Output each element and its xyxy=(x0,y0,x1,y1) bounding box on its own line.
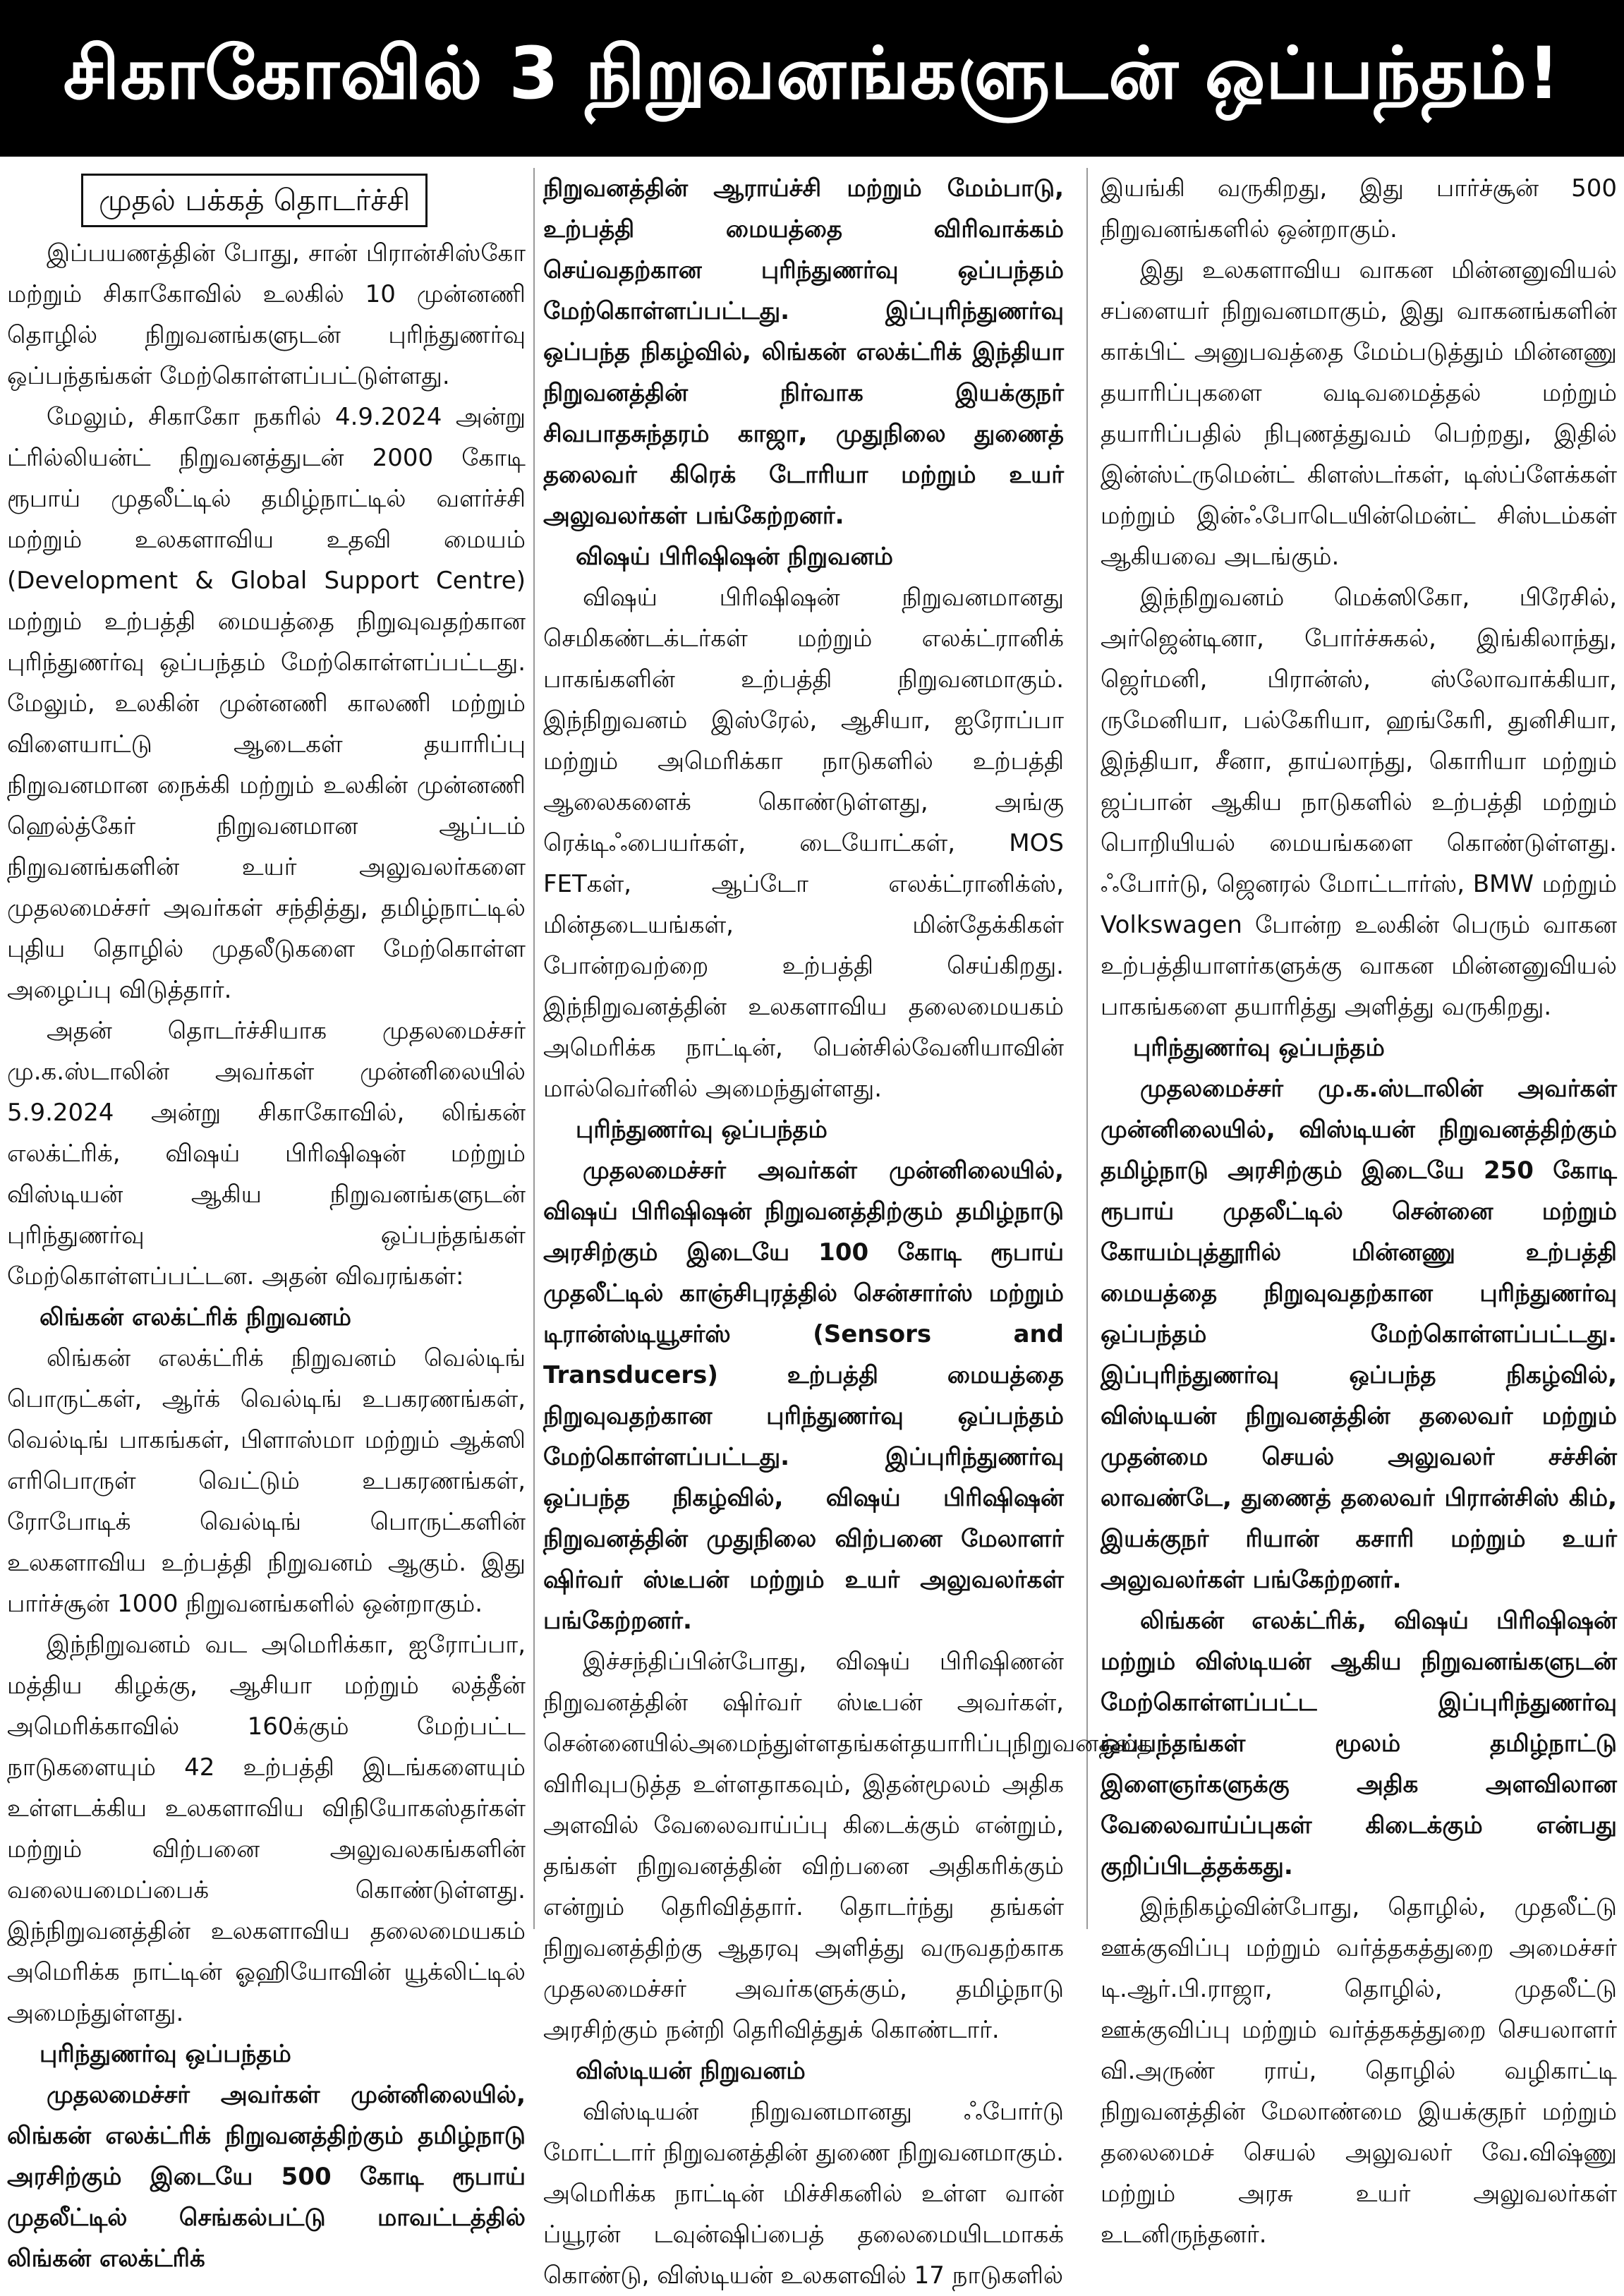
subheading: புரிந்துணர்வு ஒப்பந்தம் xyxy=(576,1116,828,1144)
paragraph: இது உலகளாவிய வாகன மின்னனுவியல் சப்ளையர் நிறுவனமாகும், இது வாகனங்களின் காக்பிட் அனுபவத்தை மேம்படுத்தும் மின்னணு தயாரிப்புகளை வடிவமைத்தல் மற்றும் தயாரிப்பதில் நிபுணத்துவம் பெற்றது, இதில் இன்ஸ்ட்ருமென்ட் கிளஸ்டர்கள், டிஸ்ப்ளேக்கள் மற்றும் இன்ஃபோடெயின்மென்ட் சிஸ்டம்கள் ஆகியவை அடங்கும். xyxy=(1101,256,1617,571)
paragraph-bold: லிங்கன் எலக்ட்ரிக், விஷய் பிரிஷிஷன் மற்றும் விஸ்டியன் ஆகிய நிறுவனங்களுடன் மேற்கொள்ளப்பட்ட இப்புரிந்துணர்வு ஒப்பந்தங்கள் மூலம் தமிழ்நாட்டு இளைஞர்களுக்கு அதிக அளவிலான வேலைவாய்ப்புகள் கிடைக்கும் என்பது குறிப்பிடத்தக்கது. xyxy=(1101,1607,1617,1880)
paragraph: இச்சந்திப்பின்போது, விஷய் பிரிஷிணன் நிறுவனத்தின் ஷிர்வர் ஸ்டீபன் அவர்கள், சென்னையில்அமைந்துள்ளதங்கள்தயாரிப்புநிறுவனத்தை விரிவுபடுத்த உள்ளதாகவும், இதன்மூலம் அதிக அளவில் வேலைவாய்ப்பு கிடைக்கும் என்றும், தங்கள் நிறுவனத்தின் விற்பனை அதிகரிக்கும் என்றும் தெரிவித்தார். தொடர்ந்து தங்கள் நிறுவனத்திற்கு ஆதரவு அளித்து வருவதற்காக முதலமைச்சர் அவர்களுக்கும், தமிழ்நாடு அரசிற்கும் நன்றி தெரிவித்துக் கொண்டார். xyxy=(543,1648,1153,2044)
column-1 xyxy=(7,168,526,2273)
column-2 xyxy=(543,168,1153,2290)
paragraph: இந்நிறுவனம் மெக்ஸிகோ, பிரேசில், அர்ஜென்டினா, போர்ச்சுகல், இங்கிலாந்து, ஜெர்மனி, பிரான்ஸ், ஸ்லோவாக்கியா, ருமேனியா, பல்கேரியா, ஹங்கேரி, துனிசியா, இந்தியா, சீனா, தாய்லாந்து, கொரியா மற்றும் ஜப்பான் ஆகிய நாடுகளில் உற்பத்தி மற்றும் பொறியியல் மையங்களை கொண்டுள்ளது. ஃபோர்டு, ஜெனரல் மோட்டார்ஸ், BMW மற்றும் Volkswagen போன்ற உலகின் பெரும் வாகன உற்பத்தியாளர்களுக்கு வாகன மின்னனுவியல் பாகங்களை தயாரித்து அளித்து வருகிறது. xyxy=(1101,584,1617,1021)
subheading: புரிந்துணர்வு ஒப்பந்தம் xyxy=(40,2040,291,2068)
column-3 xyxy=(1101,168,1617,2249)
paragraph-bold: நிறுவனத்தின் ஆராய்ச்சி மற்றும் மேம்பாடு, உற்பத்தி மையத்தை விரிவாக்கம் செய்வதற்கான புரிந்துணர்வு ஒப்பந்தம் மேற்கொள்ளப்பட்டது. இப்புரிந்துணர்வு ஒப்பந்த நிகழ்வில், லிங்கன் எலக்ட்ரிக் இந்தியா நிறுவனத்தின் நிர்வாக இயக்குநர் சிவபாதசுந்தரம் காஜா, முதுநிலை துணைத் தலைவர் கிரெக் டோரியா மற்றும் உயர் அலுவலர்கள் பங்கேற்றனர். xyxy=(543,174,1064,530)
subheading: புரிந்துணர்வு ஒப்பந்தம் xyxy=(1133,1034,1385,1062)
paragraph: விஸ்டியன் நிறுவனமானது ஃபோர்டு மோட்டார் நிறுவனத்தின் துணை நிறுவனமாகும். அமெரிக்க நாட்டின் மிச்சிகனில் உள்ள வான் ப்யூரன் டவுன்ஷிப்பைத் தலைமையிடமாகக் கொண்டு, விஸ்டியன் உலகளவில் 17 நாடுகளில் xyxy=(543,2098,1064,2290)
subheading: விஸ்டியன் நிறுவனம் xyxy=(576,2057,806,2085)
paragraph-bold: முதலமைச்சர் அவர்கள் முன்னிலையில், விஷய் பிரிஷிஷன் நிறுவனத்திற்கும் தமிழ்நாடு அரசிற்கும் இடையே 100 கோடி ரூபாய் முதலீட்டில் காஞ்சிபுரத்தில் சென்சார்ஸ் மற்றும் டிரான்ஸ்டியூசர்ஸ் (Sensors and Transducers) உற்பத்தி மையத்தை நிறுவுவதற்கான புரிந்துணர்வு ஒப்பந்தம் மேற்கொள்ளப்பட்டது. இப்புரிந்துணர்வு ஒப்பந்த நிகழ்வில், விஷய் பிரிஷிஷன் நிறுவனத்தின் முதுநிலை விற்பனை மேலாளர் ஷிர்வர் ஸ்டீபன் மற்றும் உயர் அலுவலர்கள் பங்கேற்றனர். xyxy=(543,1156,1064,1635)
paragraph: மேலும், சிகாகோ நகரில் 4.9.2024 அன்று ட்ரில்லியன்ட் நிறுவனத்துடன் 2000 கோடி ரூபாய் முதலீட்டில் தமிழ்நாட்டில் வளர்ச்சி மற்றும் உலகளாவிய உதவி மையம் (Development & Global Support Centre) மற்றும் உற்பத்தி மையத்தை நிறுவுவதற்கான புரிந்துணர்வு ஒப்பந்தம் மேற்கொள்ளப்பட்டது. மேலும், உலகின் முன்னணி காலணி மற்றும் விளையாட்டு ஆடைகள் தயாரிப்பு நிறுவனமான நைக்கி மற்றும் உலகின் முன்னணி ஹெல்த்கேர் நிறுவனமான ஆப்டம் நிறுவனங்களின் உயர் அலுவலர்களை முதலமைச்சர் அவர்கள் சந்தித்து, தமிழ்நாட்டில் புதிய தொழில் முதலீடுகளை மேற்கொள்ள அழைப்பு விடுத்தார். xyxy=(7,403,526,1004)
paragraph-bold: முதலமைச்சர் அவர்கள் முன்னிலையில், லிங்கன் எலக்ட்ரிக் நிறுவனத்திற்கும் தமிழ்நாடு அரசிற்கும் இடையே 500 கோடி ரூபாய் முதலீட்டில் செங்கல்பட்டு மாவட்டத்தில் லிங்கன் எலக்ட்ரிக் xyxy=(7,2081,526,2273)
paragraph: விஷய் பிரிஷிஷன் நிறுவனமானது செமிகண்டக்டர்கள் மற்றும் எலக்ட்ரானிக் பாகங்களின் உற்பத்தி நிறுவனமாகும். இந்நிறுவனம் இஸ்ரேல், ஆசியா, ஐரோப்பா மற்றும் அமெரிக்கா நாடுகளில் உற்பத்தி ஆலைகளைக் கொண்டுள்ளது, அங்கு ரெக்டிஃபையர்கள், டையோட்கள், MOS FETகள், ஆப்டோ எலக்ட்ரானிக்ஸ், மின்தடையங்கள், மின்தேக்கிகள் போன்றவற்றை உற்பத்தி செய்கிறது. இந்நிறுவனத்தின் உலகளாவிய தலைமையகம் அமெரிக்க நாட்டின், பென்சில்வேனியாவின் மால்வெர்னில் அமைந்துள்ளது. xyxy=(543,584,1064,1103)
paragraph: இந்நிகழ்வின்போது, தொழில், முதலீட்டு ஊக்குவிப்பு மற்றும் வர்த்தகத்துறை அமைச்சர் டி.ஆர்.பி.ராஜா, தொழில், முதலீட்டு ஊக்குவிப்பு மற்றும் வர்த்தகத்துறை செயலாளர் வி.அருண் ராய், தொழில் வழிகாட்டி நிறுவனத்தின் மேலாண்மை இயக்குநர் மற்றும் தலைமைச் செயல் அலுவலர் வே.விஷ்ணு மற்றும் அரசு உயர் அலுவலர்கள் உடனிருந்தனர். xyxy=(1101,1893,1617,2249)
paragraph-bold: முதலமைச்சர் மு.க.ஸ்டாலின் அவர்கள் முன்னிலையில், விஸ்டியன் நிறுவனத்திற்கும் தமிழ்நாடு அரசிற்கும் இடையே 250 கோடி ரூபாய் முதலீட்டில் சென்னை மற்றும் கோயம்புத்தூரில் மின்னணு உற்பத்தி மையத்தை நிறுவுவதற்கான புரிந்துணர்வு ஒப்பந்தம் மேற்கொள்ளப்பட்டது. இப்புரிந்துணர்வு ஒப்பந்த நிகழ்வில், விஸ்டியன் நிறுவனத்தின் தலைவர் மற்றும் முதன்மை செயல் அலுவலர் சச்சின் லாவண்டே, துணைத் தலைவர் பிரான்சிஸ் கிம், இயக்குநர் ரியான் கசாரி மற்றும் உயர் அலுவலர்கள் பங்கேற்றனர். xyxy=(1101,1075,1617,1594)
paragraph: இந்நிறுவனம் வட அமெரிக்கா, ஐரோப்பா, மத்திய கிழக்கு, ஆசியா மற்றும் லத்தீன் அமெரிக்காவில் 160க்கும் மேற்பட்ட நாடுகளையும் 42 உற்பத்தி இடங்களையும் உள்ளடக்கிய உலகளாவிய விநியோகஸ்தர்கள் மற்றும் விற்பனை அலுவலகங்களின் வலையமைப்பைக் கொண்டுள்ளது. இந்நிறுவனத்தின் உலகளாவிய தலைமையகம் அமெரிக்க நாட்டின் ஓஹியோவின் யூக்லிட்டில் அமைந்துள்ளது. xyxy=(7,1631,526,2027)
column-divider xyxy=(533,168,535,1929)
headline-banner xyxy=(0,0,1624,157)
subheading: விஷய் பிரிஷிஷன் நிறுவனம் xyxy=(576,543,893,571)
paragraph: லிங்கன் எலக்ட்ரிக் நிறுவனம் வெல்டிங் பொருட்கள், ஆர்க் வெல்டிங் உபகரணங்கள், வெல்டிங் பாகங்கள், பிளாஸ்மா மற்றும் ஆக்ஸி எரிபொருள் வெட்டும் உபகரணங்கள், ரோபோடிக் வெல்டிங் பொருட்களின் உலகளாவிய உற்பத்தி நிறுவனம் ஆகும். இது பார்ச்சூன் 1000 நிறுவனங்களில் ஒன்றாகும். xyxy=(7,1344,526,1618)
paragraph: இப்பயணத்தின் போது, சான் பிரான்சிஸ்கோ மற்றும் சிகாகோவில் உலகில் 10 முன்னணி தொழில் நிறுவனங்களுடன் புரிந்துணர்வு ஒப்பந்தங்கள் மேற்கொள்ளப்பட்டுள்ளது. xyxy=(7,239,526,390)
continued-label: முதல் பக்கத் தொடர்ச்சி xyxy=(81,174,428,227)
paragraph: அதன் தொடர்ச்சியாக முதலமைச்சர் மு.க.ஸ்டாலின் அவர்கள் முன்னிலையில் 5.9.2024 அன்று சிகாகோவில், லிங்கன் எலக்ட்ரிக், விஷய் பிரிஷிஷன் மற்றும் விஸ்டியன் ஆகிய நிறுவனங்களுடன் புரிந்துணர்வு ஒப்பந்தங்கள் மேற்கொள்ளப்பட்டன. அதன் விவரங்கள்: xyxy=(7,1017,526,1291)
column-divider xyxy=(1086,168,1088,1929)
subheading: லிங்கன் எலக்ட்ரிக் நிறுவனம் xyxy=(40,1303,352,1331)
paragraph: இயங்கி வருகிறது, இது பார்ச்சூன் 500 நிறுவனங்களில் ஒன்றாகும். xyxy=(1101,174,1617,243)
headline: சிகாகோவில் 3 நிறுவனங்களுடன் ஒப்பந்தம்! xyxy=(63,32,1561,116)
